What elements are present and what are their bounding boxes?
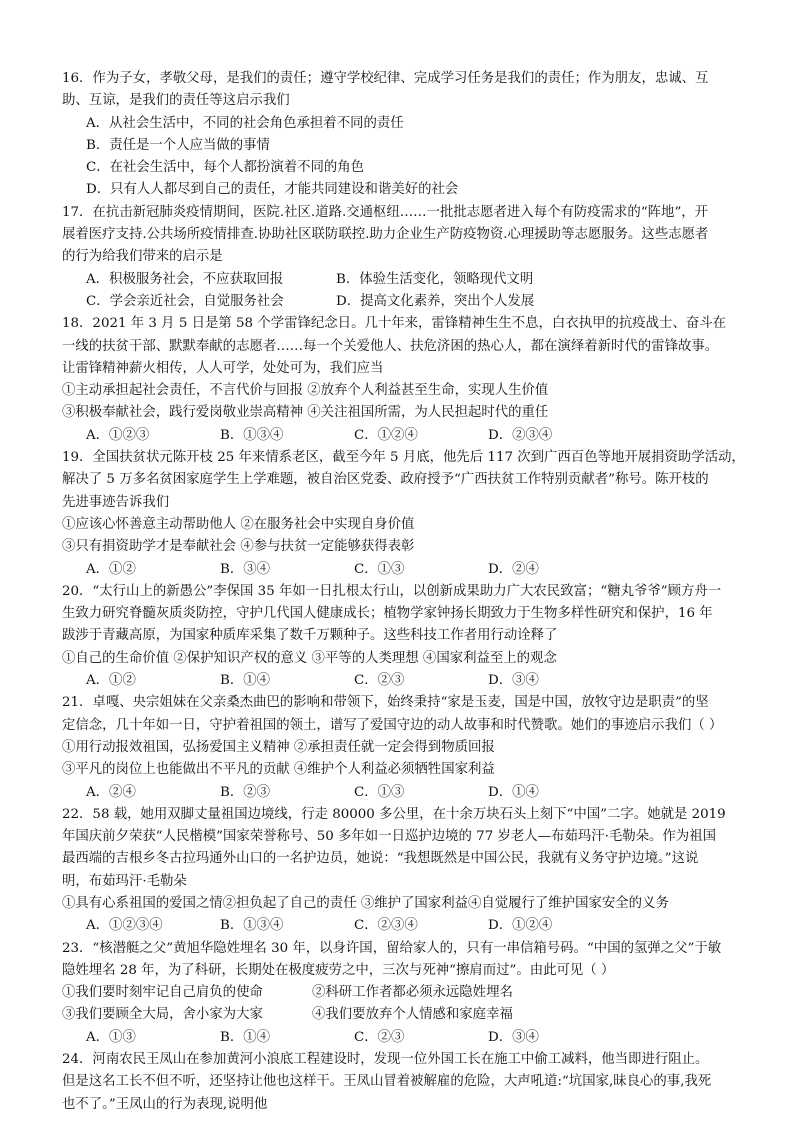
statement-line: ③平凡的岗位上也能做出不平凡的贡献 ④维护个人利益必须牺牲国家利益 xyxy=(62,762,495,778)
option-row xyxy=(62,291,758,313)
question-stem: 助、互谅，是我们的责任等这启示我们 xyxy=(62,93,290,109)
question-stem: 21．卓嘎、央宗姐妹在父亲桑杰曲巴的影响和带领下，始终秉持“家是玉麦，国是中国，放牧守边是职责”的坚 xyxy=(62,695,709,711)
option-row xyxy=(62,425,758,447)
question-stem: 18．2021 年 3 月 5 日是第 58 个学雷锋纪念日。几十年来，雷锋精神生生不息，白衣执甲的抗疫战士、奋斗在 xyxy=(62,316,727,332)
statement-line: ①主动承担起社会责任，不言代价与回报 ②放弃个人利益甚至生命，实现人生价值 xyxy=(62,383,549,399)
answer-option: B．责任是一个人应当做的事情 xyxy=(86,137,270,153)
answer-option: C．①③ xyxy=(354,561,405,577)
answer-option: D．只有人人都尽到自己的责任，才能共同建设和谐美好的社会 xyxy=(86,182,459,198)
question-stem: 让雷锋精神薪火相传，人人可学，处处可为，我们应当 xyxy=(62,360,384,376)
answer-option: A．②④ xyxy=(86,784,136,800)
answer-option: A．积极服务社会，不应获取回报 xyxy=(86,271,284,287)
answer-option: A．①③ xyxy=(86,1029,136,1045)
question-stem: 24．河南农民王凤山在参加黄河小浪底工程建设时，发现一位外国工长在施工中偷工减料，他当即进行阻止。 xyxy=(62,1052,709,1068)
answer-option: D．①④ xyxy=(488,784,539,800)
statement-line: ①我们要时刻牢记自己肩负的使命 xyxy=(62,985,263,1001)
statement-line: ④我们要放弃个人情感和家庭幸福 xyxy=(312,1007,513,1023)
option-row xyxy=(62,559,758,581)
answer-option: C．学会亲近社会，自觉服务社会 xyxy=(86,293,284,309)
answer-option: B．①④ xyxy=(220,673,271,689)
statement-line: ②科研工作者都必须永远隐姓埋名 xyxy=(312,985,513,1001)
statement-line: ①具有心系祖国的爱国之情②担负起了自己的责任 ③维护了国家利益④自觉履行了维护国家安全的义务 xyxy=(62,895,669,911)
question-stem: 但是这名工长不但不听，还坚持让他也这样干。王凤山冒着被解雇的危险，大声吼道:“坑国家,昧良心的事,我死 xyxy=(62,1074,712,1090)
option-row xyxy=(62,670,758,692)
option-row xyxy=(62,269,758,291)
question-17 xyxy=(62,202,758,313)
answer-option: C．②③ xyxy=(354,1029,405,1045)
answer-option: C．①③ xyxy=(354,784,405,800)
answer-option: C．①②④ xyxy=(354,427,418,443)
statement-line: ①应该心怀善意主动帮助他人 ②在服务社会中实现自身价值 xyxy=(62,516,415,532)
answer-option: A．①② xyxy=(86,673,136,689)
statement-line: ③我们要顾全大局，舍小家为大家 xyxy=(62,1007,263,1023)
statement-line: ①自己的生命价值 ②保护知识产权的意义 ③平等的人类理想 ④国家利益至上的观念 xyxy=(62,650,557,666)
question-16 xyxy=(62,68,758,202)
question-stem: 定信念，几十年如一日，守护着祖国的领土，谱写了爱国守边的动人故事和时代赞歌。她们的事迹启示我们（ ） xyxy=(62,717,723,733)
answer-option: D．③④ xyxy=(488,1029,539,1045)
question-stem: 先进事迹告诉我们 xyxy=(62,494,170,510)
question-stem: 隐姓埋名 28 年，为了科研，长期处在极度疲劳之中，三次与死神“擦肩而过”。由此可见（ ） xyxy=(62,962,615,978)
question-stem: 跋涉于青藏高原，为国家种质库采集了数千万颗种子。这些科技工作者用行动诠释了 xyxy=(62,628,558,644)
answer-option: B．①④ xyxy=(220,1029,271,1045)
option-row xyxy=(62,915,758,937)
answer-option: D．①②④ xyxy=(488,918,553,934)
question-22 xyxy=(62,804,758,938)
question-21 xyxy=(62,692,758,803)
answer-option: C．在社会生活中，每个人都扮演着不同的角色 xyxy=(86,160,365,176)
answer-option: A．①②③④ xyxy=(86,918,163,934)
answer-option: C．②③ xyxy=(354,673,405,689)
answer-option: D．③④ xyxy=(488,673,539,689)
question-stem: 展着医疗支持.公共场所疫情排查.协助社区联防联控.助力企业生产防疫物资.心理援助等志愿服务。这些志愿者 xyxy=(62,227,709,243)
answer-option: D．②④ xyxy=(488,561,539,577)
answer-option: B．③④ xyxy=(220,561,271,577)
answer-option: A．①②③ xyxy=(86,427,150,443)
question-stem: 解决了 5 万多名贫困家庭学生上学难题，被自治区党委、政府授予“广西扶贫工作特别贡献者”称号。陈开枝的 xyxy=(62,472,709,488)
question-stem: 23．“核潜艇之父”黄旭华隐姓埋名 30 年，以身许国，留给家人的，只有一串信箱号码。“中国的氢弹之父”于敏 xyxy=(62,940,722,956)
question-stem: 一线的扶贫干部、默默奉献的志愿者……每一个关爱他人、扶危济困的热心人，都在演绎着新时代的雷锋故事。 xyxy=(62,338,719,354)
option-row xyxy=(62,1027,758,1049)
answer-option: B．①③④ xyxy=(220,918,284,934)
question-stem: 的行为给我们带来的启示是 xyxy=(62,249,223,265)
answer-option: B．①③④ xyxy=(220,427,284,443)
question-23 xyxy=(62,938,758,1049)
question-stem: 16．作为子女，孝敬父母，是我们的责任；遵守学校纪律、完成学习任务是我们的责任；作为朋友，忠诚、互 xyxy=(62,71,709,86)
statement-row xyxy=(62,982,758,1004)
answer-option: C．②③④ xyxy=(354,918,418,934)
answer-option: B．体验生活变化，领略现代文明 xyxy=(336,271,534,287)
question-stem: 也不了。”王凤山的行为表现,说明他 xyxy=(62,1096,268,1112)
question-20 xyxy=(62,581,758,692)
statement-line: ①用行动报效祖国，弘扬爱国主义精神 ②承担责任就一定会得到物质回报 xyxy=(62,739,495,755)
question-stem: 生致力研究脊髓灰质炎防控，守护几代国人健康成长；植物学家钟扬长期致力于生物多样性研究和保护，16 年 xyxy=(62,606,713,622)
answer-option: A．①② xyxy=(86,561,136,577)
question-19 xyxy=(62,447,758,581)
answer-option: B．②③ xyxy=(220,784,271,800)
statement-row xyxy=(62,1004,758,1026)
statement-line: ③只有捐资助学才是奉献社会 ④参与扶贫一定能够获得表彰 xyxy=(62,539,415,555)
statement-line: ③积极奉献社会，践行爱岗敬业崇高精神 ④关注祖国所需，为人民担起时代的重任 xyxy=(62,405,549,421)
question-stem: 年国庆前夕荣获“人民楷模”国家荣誉称号、50 多年如一日巡护边境的 77 岁老人—布茹玛汗·毛勒朵。作为祖国 xyxy=(62,829,716,845)
question-stem: 19．全国扶贫状元陈开枝 25 年来情系老区，截至今年 5 月底，他先后 117 次到广西百色等地开展捐资助学活动， xyxy=(62,450,745,466)
question-stem: 20．“太行山上的新愚公”李保国 35 年如一日扎根太行山，以创新成果助力广大农民致富；“糖丸爷爷”顾方舟一 xyxy=(62,583,722,599)
question-stem: 22．58 载，她用双脚丈量祖国边境线，行走 80000 多公里，在十余万块石头上刻下“中国”二字。她就是 2019 xyxy=(62,806,726,822)
answer-option: D．②③④ xyxy=(488,427,553,443)
answer-option: A．从社会生活中，不同的社会角色承担着不同的责任 xyxy=(86,115,404,131)
question-stem: 明，布茹玛汗·毛勒朵 xyxy=(62,873,187,889)
question-stem: 17．在抗击新冠肺炎疫情期间，医院.社区.道路.交通枢纽……一批批志愿者进入每个有防疫需求的“阵地”，开 xyxy=(62,204,709,220)
question-stem: 最西端的吉根乡冬古拉玛通外山口的一名护边员，她说：“我想既然是中国公民，我就有义务守护边境。”这说 xyxy=(62,851,699,867)
answer-option: D．提高文化素养，突出个人发展 xyxy=(336,293,535,309)
option-row xyxy=(62,782,758,804)
question-18 xyxy=(62,313,758,447)
question-24 xyxy=(62,1049,758,1116)
